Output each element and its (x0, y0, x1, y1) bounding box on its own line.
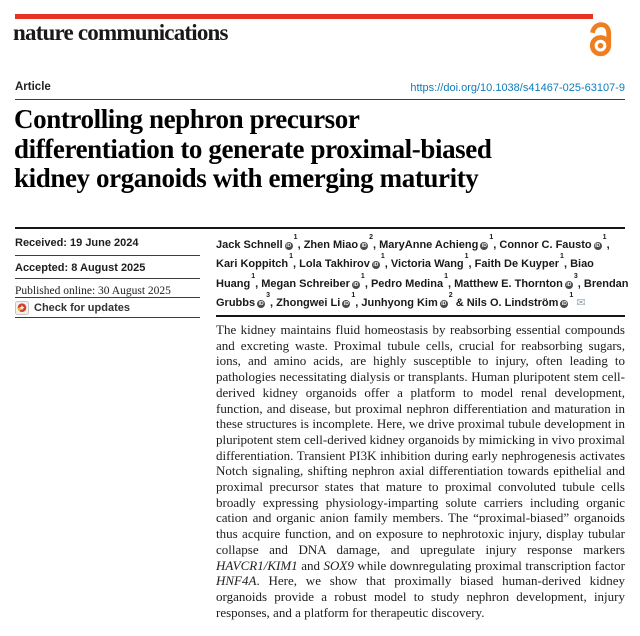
affiliation-superscript: 1 (444, 272, 448, 280)
divider (15, 255, 200, 256)
orcid-icon[interactable]: iD (286, 242, 292, 249)
author-name: Jack Schnell $iD^1$, (216, 234, 304, 251)
author-name: Kari Koppitch$^1$, (216, 253, 300, 271)
author-name: Brendan Grubbs $iD^3$, (216, 277, 629, 310)
author-name: MaryAnne Achieng $iD^1$, (379, 234, 500, 251)
page-title (14, 105, 630, 194)
divider (15, 227, 625, 229)
orcid-icon[interactable]: iD (353, 281, 359, 288)
title-line-2: differentiation to generate proximal-biased (14, 133, 492, 164)
affiliation-superscript: 1 (351, 292, 356, 300)
author-name: Victoria Wang$^1$, (390, 253, 475, 271)
author-name: Zhen Miao $iD^2$, (303, 234, 380, 251)
affiliation-superscript: 1 (360, 272, 365, 280)
author-name: Biao Huang$^1$, (216, 258, 594, 290)
check-for-updates-button[interactable] (15, 301, 130, 315)
check-for-updates-label: Check for updates (34, 302, 130, 314)
affiliation-superscript: 3 (266, 292, 271, 300)
author-name: Pedro Medina$^1$, (370, 272, 455, 290)
divider (15, 297, 200, 298)
orcid-icon[interactable]: iD (361, 242, 367, 249)
affiliation-superscript: 2 (369, 234, 373, 241)
orcid-icon[interactable]: iD (258, 301, 264, 308)
affiliation-superscript: 1 (289, 253, 294, 261)
affiliation-superscript: 3 (573, 272, 578, 280)
author-name: Lola Takhirov $iD^1$, (299, 253, 391, 271)
abstract-italic-segment: SOX9 (323, 557, 354, 573)
divider (216, 315, 625, 317)
affiliation-superscript: 1 (380, 253, 385, 261)
author-name: Connor C. Fausto $iD^1$, (499, 234, 610, 251)
orcid-icon[interactable]: iD (441, 301, 447, 308)
orcid-icon[interactable]: iD (373, 262, 379, 269)
abstract-italic-segment: HAVCR1/KIM1 (216, 557, 298, 573)
affiliation-superscript: 1 (251, 272, 256, 280)
abstract-segment: and (297, 557, 324, 573)
orcid-icon[interactable]: iD (595, 242, 601, 249)
affiliation-superscript: 1 (602, 234, 607, 241)
orcid-icon[interactable]: iD (343, 301, 349, 308)
author-name: Faith De Kuyper$^1$, (474, 253, 571, 271)
orcid-icon[interactable]: iD (566, 281, 572, 288)
published-date: Published online: 30 August 2025 (15, 285, 171, 297)
affiliation-superscript: 2 (448, 292, 453, 300)
doi-link[interactable]: https://doi.org/10.1038/s41467-025-63107-9 (410, 82, 625, 94)
title-line-1: Controlling nephron precursor (14, 104, 360, 134)
abstract-segment: . Here, we show that proximally biased human-derived kidney organoids provide a robust model to study nephron development, injury responses, and a platform for therapeutic discovery. (216, 573, 625, 620)
affiliation-superscript: 1 (560, 253, 564, 261)
abstract-italic-segment: HNF4A (216, 573, 257, 589)
author-name: Megan Schreiber $iD^1$, (261, 272, 371, 290)
divider (15, 278, 200, 279)
received-date: Received: 19 June 2024 (15, 237, 139, 249)
affiliation-superscript: 1 (489, 234, 494, 241)
affiliation-superscript: 1 (569, 292, 574, 300)
author-name: Junhyong Kim $iD^2$ & (361, 292, 467, 310)
email-icon[interactable]: ✉ (576, 297, 586, 310)
affiliation-superscript: 1 (464, 253, 469, 261)
title-line-3: kidney organoids with emerging maturity (14, 163, 479, 193)
brand-red-bar (15, 14, 593, 19)
divider (15, 99, 625, 100)
journal-logo: nature communications (13, 20, 228, 45)
divider (15, 317, 200, 318)
open-access-icon (586, 22, 615, 62)
crossmark-icon (15, 301, 29, 315)
author-list (216, 234, 629, 312)
author-name: Nils O. Lindström $iD^1✉$ (466, 292, 586, 310)
author-name: Zhongwei Li $iD^1$, (276, 292, 362, 310)
author-name: Matthew E. Thornton $iD^3$, (454, 272, 584, 290)
affiliation-superscript: 1 (293, 234, 298, 241)
orcid-icon[interactable]: iD (561, 301, 567, 308)
abstract-segment: while downregulating proximal transcription factor (353, 557, 625, 573)
orcid-icon[interactable]: iD (481, 242, 487, 249)
accepted-date: Accepted: 8 August 2025 (15, 262, 146, 274)
abstract-segment: The kidney maintains fluid homeostasis by reabsorbing essential compounds and excreting waste. Proximal tubule cells, crucial for reabsorbing sugars, ions, and amino acids, are highly susceptible to injury, often leading to pathologies necessitating dialysis or transplants. Human pluripotent stem cell-derived kidney organoids offer a platform to model renal development, function, and disease, but proximal nephron differentiation and maturation in these structures is incomplete. Here, we drive proximal tubule development in pluripotent stem cell-derived kidney organoids by mimicking in vivo proximal differentiation. Transient PI3K inhibition during early nephrogenesis activates Notch signaling, shifting nephron axial differentiation towards epithelial and proximal precursor states that mature to proximal convoluted tubule cells broadly expressing physiology-imparting solute carriers including organic cation and organic anion family members. The “proximal-biased” organoids thus acquire function, and on exposure to nephrotoxic injury, display tubular collapse and DNA damage, and upregulate injury response markers (216, 322, 625, 557)
abstract-text (216, 322, 625, 620)
article-type-label: Article (15, 81, 51, 93)
